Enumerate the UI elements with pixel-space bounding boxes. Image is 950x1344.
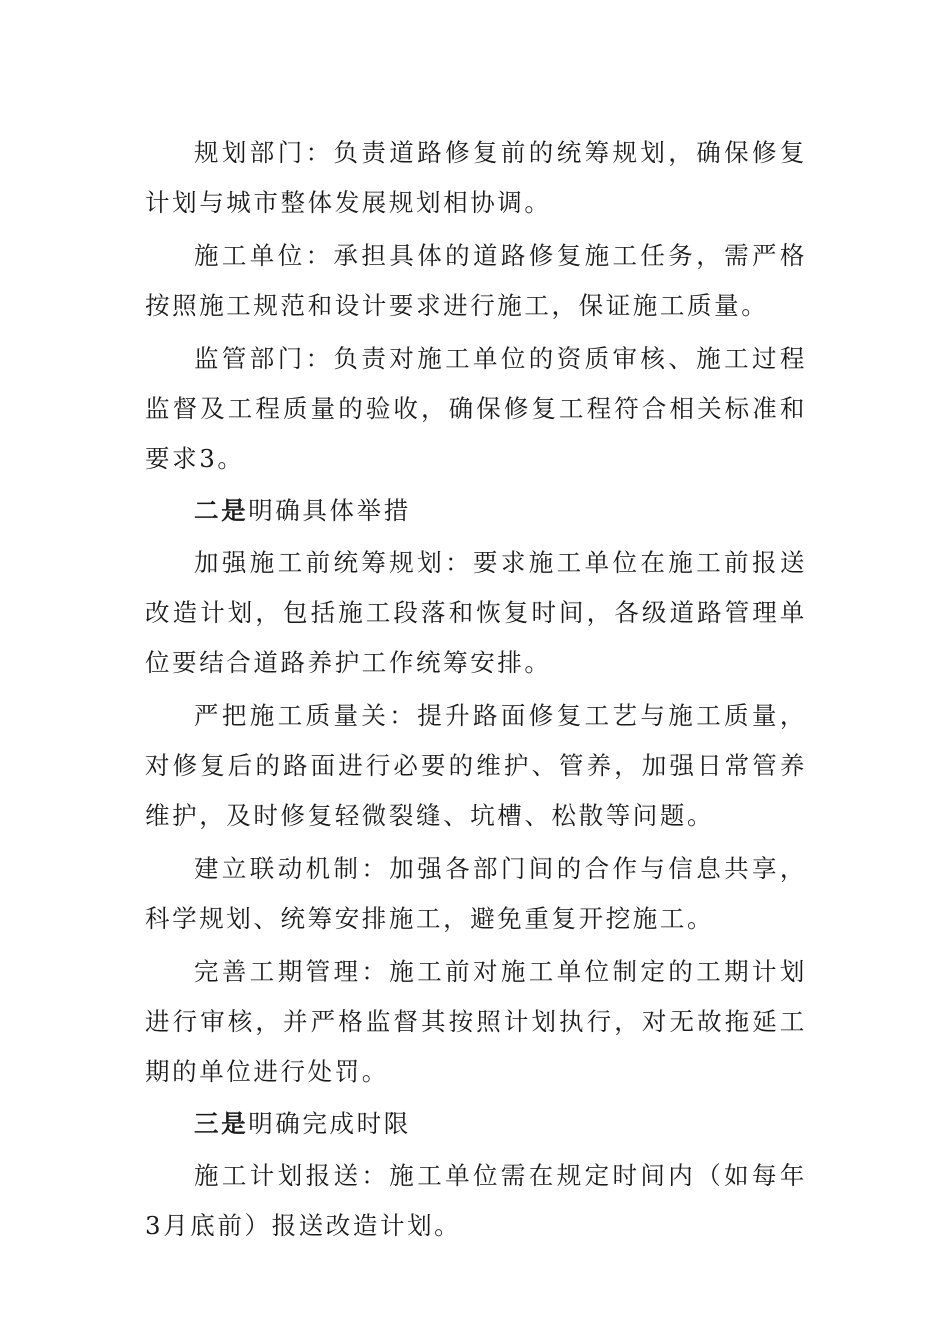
paragraph-construction-unit: 施工单位：承担具体的道路修复施工任务，需严格按照施工规范和设计要求进行施工，保证施工质量。 (145, 241, 807, 320)
paragraph-quality-control: 严把施工质量关：提升路面修复工艺与施工质量，对修复后的路面进行必要的维护、管养，加强日常管养维护，及时修复轻微裂缝、坑槽、松散等问题。 (145, 701, 807, 830)
paragraph-plan-submission: 施工计划报送：施工单位需在规定时间内（如每年3月底前）报送改造计划。 (145, 1161, 807, 1240)
paragraph-pre-construction-planning: 加强施工前统筹规划：要求施工单位在施工前报送改造计划，包括施工段落和恢复时间，各级道路管理单位要结合道路养护工作统筹安排。 (145, 548, 807, 677)
paragraph-linkage-mechanism: 建立联动机制：加强各部门间的合作与信息共享，科学规划、统筹安排施工，避免重复开挖施工。 (145, 854, 807, 933)
paragraph-schedule-management: 完善工期管理：施工前对施工单位制定的工期计划进行审核，并严格监督其按照计划执行，对无故拖延工期的单位进行处罚。 (145, 957, 807, 1086)
section-heading-2 (145, 486, 807, 536)
document-page (145, 128, 807, 1251)
paragraph-supervision-dept: 监管部门：负责对施工单位的资质审核、施工过程监督及工程质量的验收，确保修复工程符合相关标准和要求3。 (145, 344, 807, 473)
section-heading-3 (145, 1099, 807, 1149)
section-heading-3-bold: 三是 (194, 1109, 249, 1138)
section-heading-2-bold: 二是 (194, 496, 249, 525)
paragraph-planning-dept: 规划部门：负责道路修复前的统筹规划，确保修复计划与城市整体发展规划相协调。 (145, 138, 807, 217)
section-heading-2-text: 明确具体举措 (248, 496, 411, 525)
section-heading-3-text: 明确完成时限 (248, 1109, 411, 1138)
